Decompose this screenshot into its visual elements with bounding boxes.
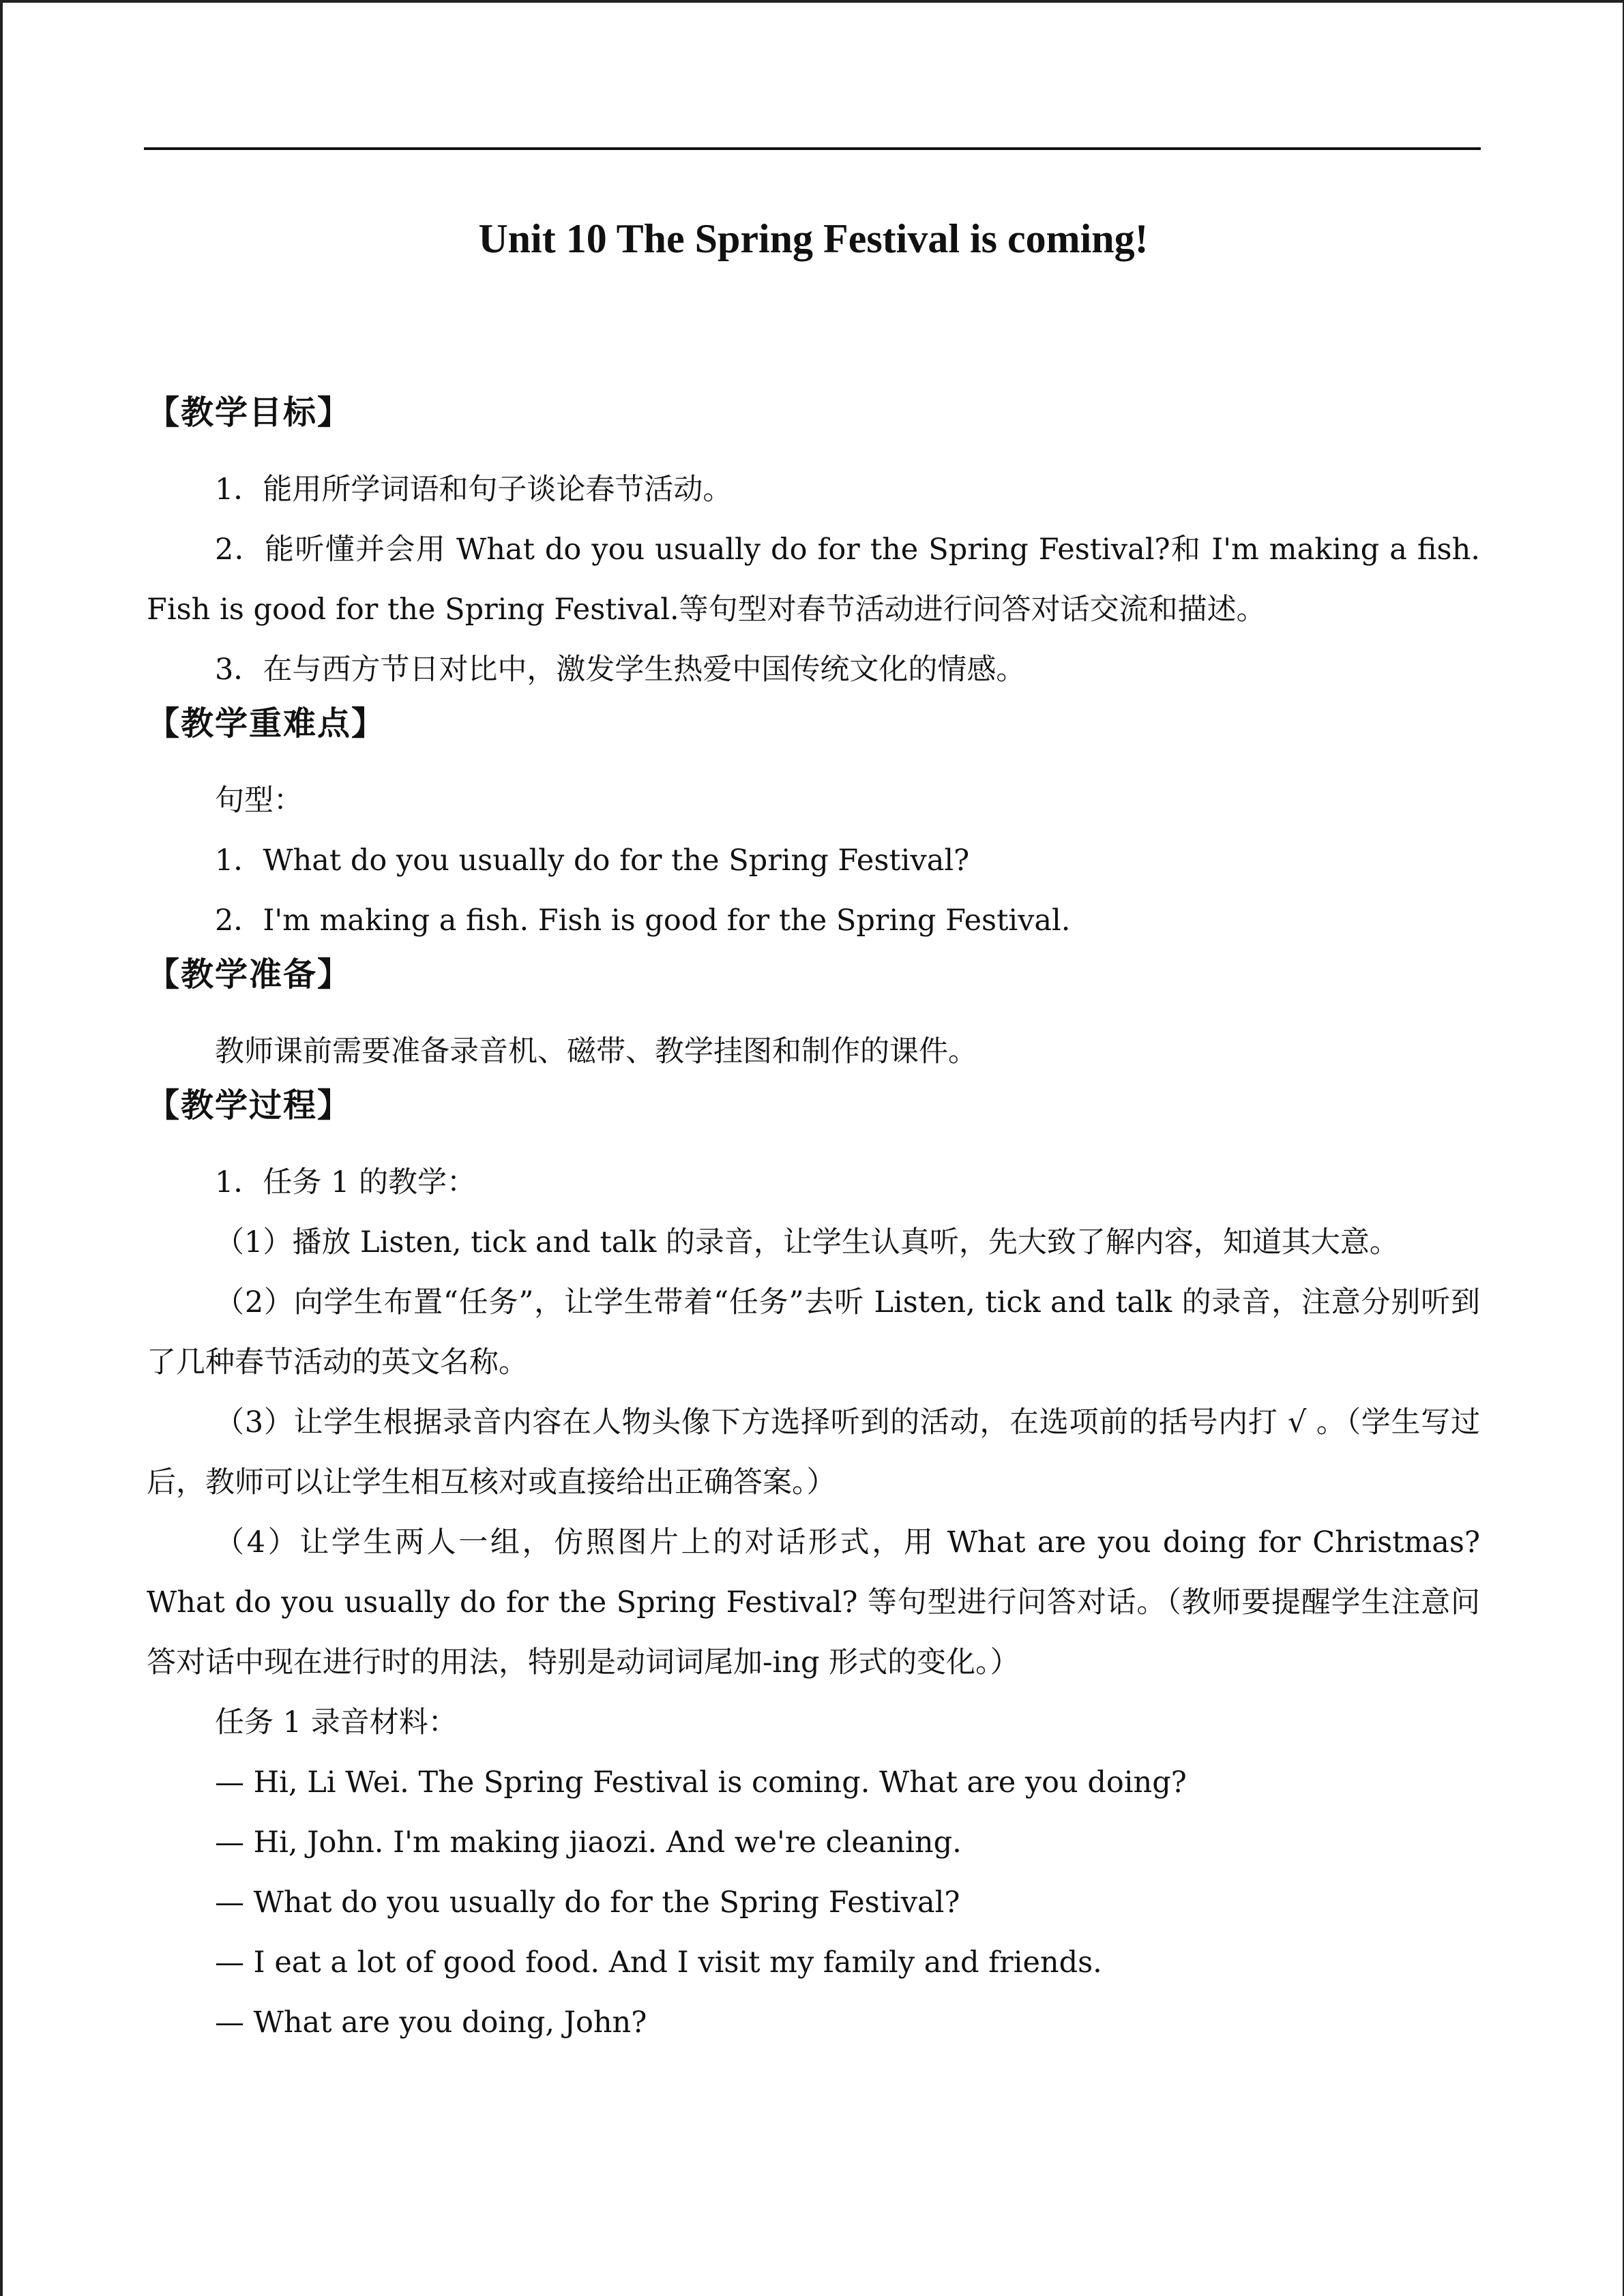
section-heading: 【教学过程】 (147, 1086, 352, 1124)
paragraph: （3）让学生根据录音内容在人物头像下方选择听到的活动，在选项前的括号内打 √ 。（学生写过后，教师可以让学生相互核对或直接给出正确答案。） (147, 1405, 1480, 1500)
section-heading: 【教学目标】 (147, 393, 352, 432)
section-heading: 【教学准备】 (147, 955, 352, 994)
dialogue-line: — I eat a lot of good food. And I visit my family and friends. (215, 1945, 1102, 1980)
paragraph: （2）向学生布置“任务”，让学生带着“任务”去听 Listen, tick and talk 的录音，注意分别听到了几种春节活动的英文名称。 (147, 1285, 1480, 1380)
header-rule (144, 147, 1481, 150)
paragraph: 2．能听懂并会用 What do you usually do for the Spring Festival?和 I'm making a fish. Fish is good for the Spring Festival.等句型对春节活动进行问答对话交流和描述。 (147, 533, 1480, 627)
paragraph: 1．能用所学词语和句子谈论春节活动。 (215, 473, 733, 507)
paragraph: （1）播放 Listen, tick and talk 的录音，让学生认真听，先大致了解内容，知道其大意。 (215, 1225, 1399, 1259)
paragraph: 教师课前需要准备录音机、磁带、教学挂图和制作的课件。 (215, 1034, 977, 1069)
paragraph: 1．任务 1 的教学： (215, 1165, 477, 1199)
document-body (147, 211, 1480, 2053)
section-process (147, 1082, 1480, 2053)
dialogue-line: — Hi, Li Wei. The Spring Festival is coming. What are you doing? (215, 1765, 1187, 1800)
paragraph: 句型： (215, 784, 303, 818)
section-key-points (147, 700, 1480, 951)
paragraph: 1．What do you usually do for the Spring Festival? (215, 844, 970, 878)
dialogue-line: — What do you usually do for the Spring Festival? (215, 1885, 960, 1920)
paragraph: 3．在与西方节日对比中，激发学生热爱中国传统文化的情感。 (215, 653, 1026, 687)
section-heading: 【教学重难点】 (147, 704, 386, 743)
document-title: Unit 10 The Spring Festival is coming! (478, 216, 1149, 261)
section-preparation (147, 951, 1480, 1082)
paragraph: （4）让学生两人一组，仿照图片上的对话形式，用 What are you doing for Christmas? What do you usually do for the Spring Festival? 等句型进行问答对话。（教师要提醒学生注意问答对话中现在进行时的用法，特别是动词词尾加-ing 形式的变化。） (147, 1525, 1480, 1680)
paragraph: 2．I'm making a fish. Fish is good for the Spring Festival. (215, 904, 1071, 938)
dialogue-line: — Hi, John. I'm making jiaozi. And we're cleaning. (215, 1825, 962, 1860)
section-objectives (147, 389, 1480, 700)
dialogue-line: — What are you doing, John? (215, 2006, 647, 2040)
paragraph: 任务 1 录音材料： (215, 1705, 458, 1740)
